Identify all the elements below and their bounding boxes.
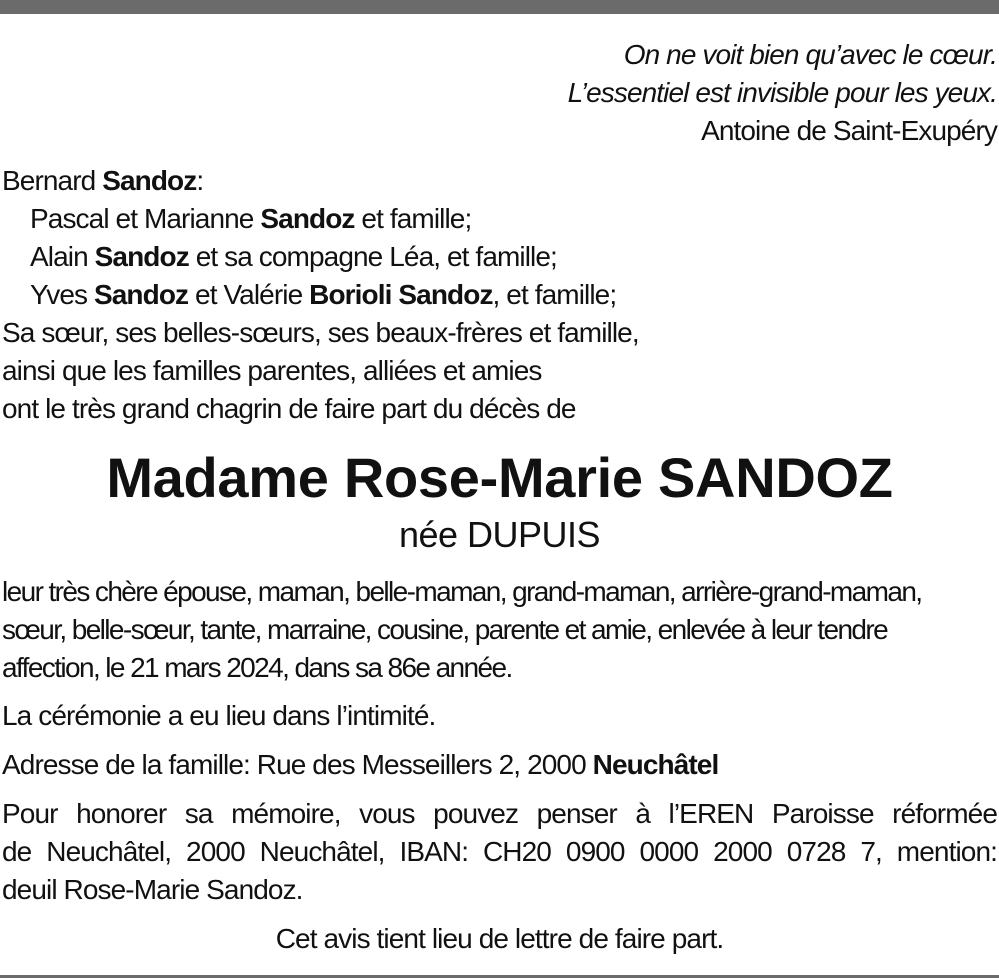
maiden-name: née DUPUIS (398, 514, 601, 555)
address-text: Adresse de la famille: Rue des Messeillers 2, 2000 Neuchâtel (2, 749, 719, 780)
ceremony-paragraph (2, 697, 997, 735)
quote-line-2: L’essentiel est invisible pour les yeux. (567, 77, 997, 108)
epigraph-quote (568, 36, 997, 150)
quote-line-1: On ne voit bien qu’avec le cœur. (623, 39, 997, 70)
family-line-3: Alain Sandoz et sa compagne Léa, et famille; (30, 241, 557, 272)
donation-line-3: deuil Rose-Marie Sandoz. (2, 874, 303, 905)
family-line-7: ont le très grand chagrin de faire part du décès de (2, 393, 576, 424)
ceremony-text: La cérémonie a eu lieu dans l’intimité. (2, 700, 436, 731)
address-paragraph (2, 746, 997, 784)
family-line-5: Sa sœur, ses belles-sœurs, ses beaux-frères et famille, (2, 317, 639, 348)
relationship-line-3: affection, le 21 mars 2024, dans sa 86e année. (2, 652, 512, 683)
family-line-6: ainsi que les familles parentes, alliées et amies (2, 355, 542, 386)
quote-author: Antoine de Saint-Exupéry (701, 115, 997, 146)
donation-line-1: Pour honorer sa mémoire, vous pouvez penser à l’EREN Paroisse réformée (2, 798, 997, 829)
relationship-line-1: leur très chère épouse, maman, belle-maman, grand-maman, arrière-grand-maman, (2, 576, 922, 607)
relationship-paragraph (2, 573, 997, 687)
top-border (0, 0, 999, 14)
family-announcement (2, 162, 997, 428)
donation-line-2: de Neuchâtel, 2000 Neuchâtel, IBAN: CH20 0900 0000 2000 0728 7, mention: (2, 836, 997, 867)
relationship-line-2: sœur, belle-sœur, tante, marraine, cousine, parente et amie, enlevée à leur tendre (2, 614, 888, 645)
closing-note (0, 920, 999, 958)
deceased-heading (0, 442, 999, 556)
donation-paragraph (2, 795, 997, 909)
family-line-1: Bernard Sandoz: (2, 165, 204, 196)
family-line-4: Yves Sandoz et Valérie Borioli Sandoz, et famille; (30, 279, 617, 310)
closing-text: Cet avis tient lieu de lettre de faire part. (275, 923, 724, 954)
deceased-name: Madame Rose-Marie SANDOZ (106, 446, 893, 509)
family-line-2: Pascal et Marianne Sandoz et famille; (30, 203, 472, 234)
